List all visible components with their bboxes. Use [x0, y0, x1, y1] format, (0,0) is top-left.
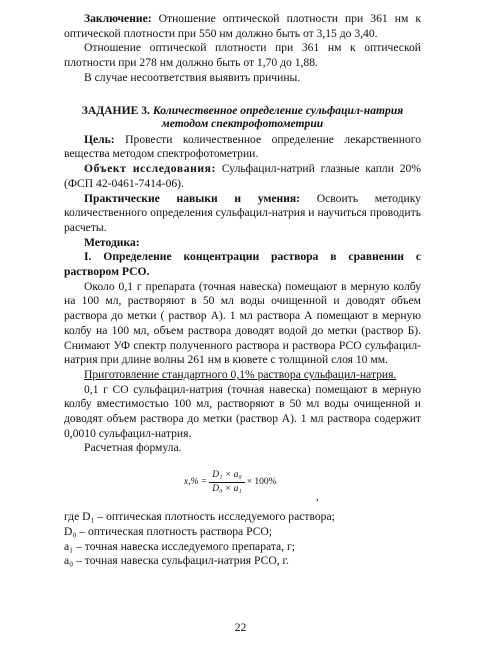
task-number: ЗАДАНИЕ 3.	[81, 103, 150, 117]
method-label: Методика:	[84, 235, 140, 249]
formula-lhs: x,% =	[184, 477, 208, 488]
formula-label: Расчетная формула.	[84, 441, 182, 455]
goal-text: Провести количественное определение лекарственного вещества методом спектрофотометрии.	[64, 132, 421, 161]
page-number: 22	[234, 621, 247, 634]
formula-numerator: D₁ × a₀	[209, 470, 244, 483]
prep-heading: Приготовление стандартного 0,1% раствора сульфацил-натрия.	[84, 367, 397, 381]
definition-line: D₀ – оптическая плотность раствора РСО;	[64, 524, 273, 538]
task-heading	[64, 104, 421, 131]
calculation-formula	[184, 470, 277, 495]
definition-line: a₁ – точная навеска исследуемого препарата, г;	[64, 539, 295, 553]
section1-heading: I. Определение концентрации раствора в сравнении с раствором РСО.	[64, 250, 421, 279]
definition-line: где D₁ – оптическая плотность исследуемого раствора;	[64, 510, 335, 524]
object-text: Сульфацил-натрий глазные капли 20% (ФСП 42-0461-7414-06).	[64, 162, 421, 190]
formula-multiplier: × 100%	[246, 477, 277, 488]
document-page	[64, 12, 421, 569]
mismatch-paragraph: В случае несоответствия выявить причины.	[84, 70, 301, 84]
ratio-paragraph: Отношение оптической плотности при 361 нм к оптической плотности при 278 нм должно быть от 1,70 до 1,88.	[64, 41, 421, 70]
formula-denominator: D₀ × a₁	[212, 484, 242, 495]
object-label: Объект исследования:	[84, 162, 217, 176]
method-paragraph-1: Около 0,1 г препарата (точная навеска) помещают в мерную колбу на 100 мл, растворяют в 50 мл воды очищенной и доводят объем раствора до метки ( раствор А). 1 мл раствора А помещают в мерную колбу на 100 мл, объем раствора доводят водой до метки (раствор Б). Снимают УФ спектр полученного раствора и раствора РСО сульфацил-натрия при длине волны 261 нм в кювете с толщиной слоя 10 мм.	[64, 279, 421, 367]
definition-line: a₀ – точная навеска сульфацил-натрия РСО, г.	[64, 554, 289, 568]
object-paragraph	[64, 162, 421, 191]
skills-text: Освоить методику количественного определения сульфацил-натрия и научиться проводить расчеты.	[64, 191, 421, 234]
skills-label: Практические навыки и умения:	[84, 191, 301, 205]
method-paragraph-2: 0,1 г СО сульфацил-натрия (точная навеска) помещают в мерную колбу вместимостью 100 мл, растворяют в 50 мл воды очищенной и доводят объем раствора до метки (раствор А). 1 мл раствора содержит 0,0010 сульфацил-натрия.	[64, 382, 421, 440]
task-title-line2: методом спектрофотометрии	[161, 117, 324, 131]
goal-paragraph	[64, 133, 421, 162]
task-title-line1: Количественное определение сульфацил-натрия	[149, 103, 404, 117]
goal-label: Цель:	[84, 132, 115, 146]
formula-comma: ,	[316, 491, 319, 504]
conclusion-paragraph	[64, 12, 421, 41]
skills-paragraph	[64, 192, 421, 236]
formula-fraction	[209, 470, 244, 495]
formula-block	[64, 462, 421, 510]
conclusion-text: Отношение оптической плотности при 361 нм к оптической плотности при 550 нм должно быть от 3,15 до 3,40.	[64, 12, 421, 40]
conclusion-label: Заключение:	[84, 12, 152, 25]
